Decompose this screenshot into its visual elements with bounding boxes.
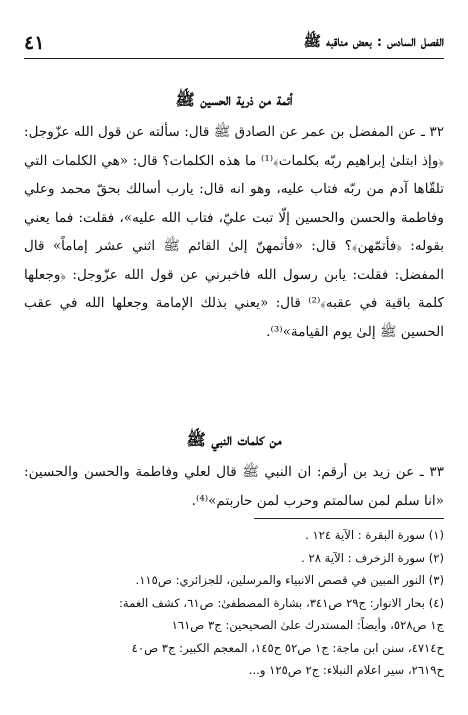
hadith-33-paragraph: ٣٣ ـ عن زيد بن أرقم: ان النبي ﷺ قال لعلي وفاطمة والحسن والحسين: «انا سلم لمن سالمتم وحرب لمن حاربتم»⁽⁴⁾. bbox=[24, 464, 444, 509]
footnote-3: (٣) النور المبين في قصص الانبياء والمرسلين، للجزائري: ص١١٥. bbox=[135, 573, 444, 587]
footnotes bbox=[24, 524, 444, 682]
running-header bbox=[24, 28, 444, 59]
footnote-1: (١) سورة البقرة : الآية ١٢٤ . bbox=[305, 528, 444, 542]
footnote-4-continued: ح٢٦١٩، سير اعلام النبلاء: ج٢ ص١٢٥ و... bbox=[248, 663, 444, 677]
page-number: ٤١ bbox=[24, 32, 45, 54]
footnote-divider bbox=[254, 518, 444, 519]
footnote-2: (٢) سورة الزخرف : الآية ٢٨ . bbox=[301, 550, 444, 565]
chapter-title: الفصل السادس : بعض مناقبه ﷺ bbox=[303, 33, 444, 50]
footnote-4-continued: ج١ ص٥٢٨، وأيضاً: المستدرك علىٰ الصحيحين: ج٣ ص١٦١ bbox=[171, 618, 444, 632]
section-heading-imams: أئمة من ذرية الحسين ﷺ bbox=[175, 90, 293, 109]
footnote-4-continued: ح٤٧١٤، سنن ابن ماجة: ج١ ص٥٢ ح١٤٥، المعجم الكبير: ج٣ ص٤٠ bbox=[131, 640, 444, 655]
footnote-4: (٤) بحار الانوار: ج٢٩ ص٣٤١، بشارة المصطفىٰ: ص٦١، كشف الغمة: bbox=[119, 595, 444, 610]
hadith-32-paragraph: ٣٢ ـ عن المفضل بن عمر عن الصادق ﷺ قال: سألته عن قول الله عزّوجل: ﴿وإذ ابتلىٰ إبراهيم ربّه بكلمات﴾⁽¹⁾ ما هذه الكلمات؟ قال: «هي الكلمات التي تلقّاها آدم من ربّه فتاب عليه، وهو انه قال: يارب أسالك بحقّ محمد وعلي وفاطمة والحسن والحسين إلّا تبت عليّ، فتاب الله عليه»، فقلت: فما يعني بقوله: ﴿فأتمّهن﴾؟ قال: «فأتمهنّ إلىٰ القائم ﷺ اثني عشر إماماً» قال المفضل: فقلت: يابن رسول الله فاخبرني عن قول الله عزّوجل: ﴿وجعلها كلمة باقية في عقبه﴾⁽²⁾ قال: «يعني بذلك الإمامة وجعلها الله في عقب الحسين ﷺ إلىٰ يوم القيامة»⁽³⁾. bbox=[24, 124, 444, 340]
section-heading-prophet: من كلمات النبي ﷺ bbox=[186, 430, 282, 449]
